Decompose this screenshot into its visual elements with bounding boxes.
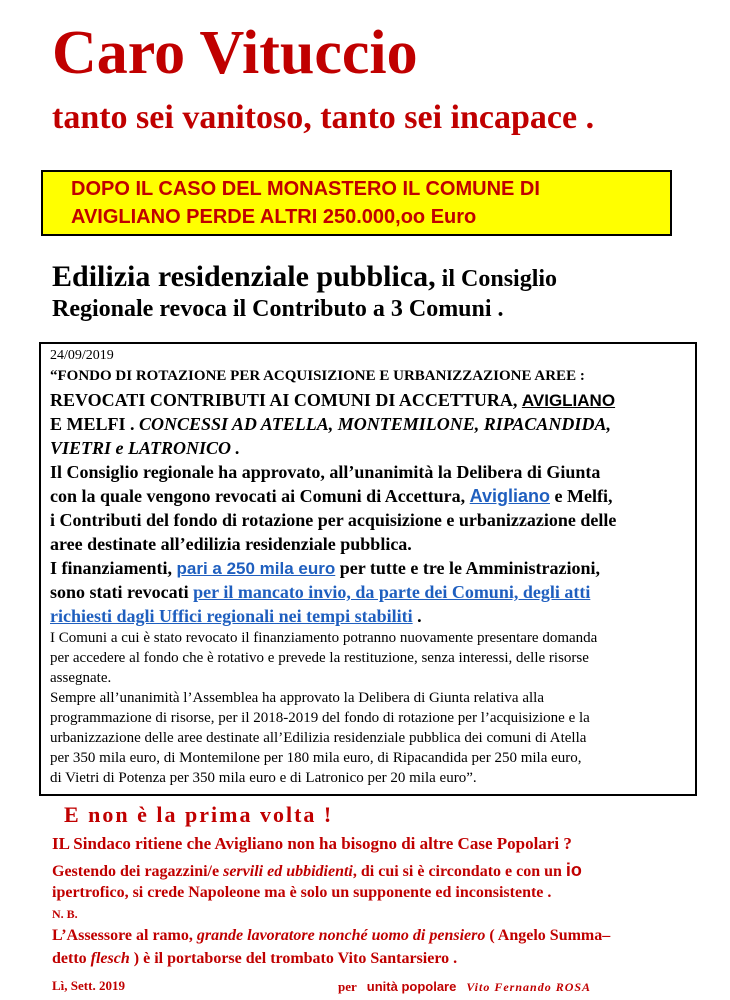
article-line: i Contributi del fondo di rotazione per acquisizione e urbanizzazione delle: [50, 510, 617, 530]
article-line: [50, 606, 422, 627]
footer-line-part: servili ed ubbidienti: [223, 863, 353, 880]
article-line: programmazione di risorse, per il 2018-2019 del fondo di rotazione per l’acquisizione e la: [50, 710, 590, 726]
article-line: [50, 390, 615, 411]
footer-line-part: detto: [52, 950, 91, 967]
io-emphasis: io: [565, 860, 582, 880]
article-line-part: e Melfi,: [550, 486, 613, 506]
article-line: assegnate.: [50, 670, 112, 686]
article-line-part: per tutte e tre le Amministrazioni,: [335, 558, 601, 578]
footer-line: [52, 927, 610, 945]
article-line: “FONDO DI ROTAZIONE PER ACQUISIZIONE E URBANIZZAZIONE AREE :: [50, 368, 585, 384]
organization-name: unità popolare: [366, 979, 457, 994]
signature: Vito Fernando ROSA: [466, 980, 592, 994]
reason-link[interactable]: per il mancato invio, da parte dei Comuni, degli atti: [193, 582, 591, 602]
banner-line-2: AVIGLIANO PERDE ALTRI 250.000,oo Euro: [71, 206, 477, 228]
headline-line-2: Regionale revoca il Contributo a 3 Comuni .: [52, 296, 504, 322]
article-line: per 350 mila euro, di Montemilone per 180 mila euro, di Ripacandida per 250 mila euro,: [50, 750, 582, 766]
avigliano-highlight: AVIGLIANO: [521, 391, 616, 410]
banner-line-1: DOPO IL CASO DEL MONASTERO IL COMUNE DI: [71, 178, 540, 200]
headline: [52, 260, 557, 294]
page-subtitle: tanto sei vanitoso, tanto sei incapace .: [52, 99, 595, 136]
amount-link[interactable]: pari a 250 mila euro: [176, 559, 336, 578]
article-line: VIETRI e LATRONICO .: [50, 438, 241, 458]
article-line-part: REVOCATI CONTRIBUTI AI COMUNI DI ACCETTURA,: [50, 390, 522, 410]
article-line-part: E MELFI .: [50, 414, 140, 434]
article-line: [50, 582, 590, 603]
article-line: [50, 414, 611, 435]
article-line: aree destinate all’edilizia residenziale pubblica.: [50, 534, 412, 554]
footer-line: ipertrofico, si crede Napoleone ma è solo un supponente ed inconsistente .: [52, 884, 552, 901]
article-line-part: .: [412, 606, 422, 626]
footer-line-part: ) è il portaborse del trombato Vito Santarsiero .: [129, 950, 458, 967]
nb-label: N. B.: [52, 907, 78, 921]
article-line-part: I finanziamenti,: [50, 558, 177, 578]
article-date: 24/09/2019: [50, 348, 114, 363]
page-title: Caro Vituccio: [52, 19, 418, 87]
article-line: per accedere al fondo che è rotativo e prevede la restituzione, senza interessi, delle risorse: [50, 650, 589, 666]
footer-line-part: Gestendo dei ragazzini/e: [52, 863, 224, 880]
footer-line: [52, 860, 582, 881]
signature-line: [338, 978, 591, 996]
footer-line-part: flesch: [90, 950, 130, 967]
footer-line-part: ( Angelo Summa–: [485, 927, 611, 944]
headline-part-1: Edilizia residenziale pubblica,: [52, 260, 436, 293]
article-line-part: sono stati revocati: [50, 582, 194, 602]
article-line: [50, 486, 612, 507]
footer-line-part: grande lavoratore nonché uomo di pensiero: [196, 927, 486, 944]
article-line: Sempre all’unanimità l’Assemblea ha approvato la Delibera di Giunta relativa alla: [50, 690, 544, 706]
footer-line-part: , di cui si è circondato e con un: [352, 863, 566, 880]
banner-box: [41, 170, 672, 236]
per-label: per: [338, 979, 357, 994]
article-line: [50, 558, 600, 579]
footer-line: IL Sindaco ritiene che Avigliano non ha bisogno di altre Case Popolari ?: [52, 834, 572, 853]
headline-part-2: il Consiglio: [435, 266, 558, 292]
article-line-part: con la quale vengono revocati ai Comuni di Accettura,: [50, 486, 470, 506]
article-line: urbanizzazione delle aree destinate all’Edilizia residenziale pubblica dei comuni di Atella: [50, 730, 587, 746]
section-heading: E non è la prima volta !: [64, 802, 334, 827]
article-line-part: CONCESSI AD ATELLA, MONTEMILONE, RIPACANDIDA,: [139, 414, 611, 434]
avigliano-link[interactable]: Avigliano: [469, 486, 550, 506]
article-line: I Comuni a cui è stato revocato il finanziamento potranno nuovamente presentare domanda: [50, 630, 598, 646]
article-line: Il Consiglio regionale ha approvato, all’unanimità la Delibera di Giunta: [50, 462, 601, 482]
place-date: Lì, Sett. 2019: [52, 978, 125, 993]
reason-link-continued[interactable]: richiesti dagli Uffici regionali nei tempi stabiliti: [50, 606, 413, 626]
article-line: di Vietri di Potenza per 350 mila euro e di Latronico per 20 mila euro”.: [50, 770, 477, 786]
article-box: [39, 342, 697, 796]
footer-line-part: L’Assessore al ramo,: [52, 927, 197, 944]
footer-line: [52, 950, 457, 968]
